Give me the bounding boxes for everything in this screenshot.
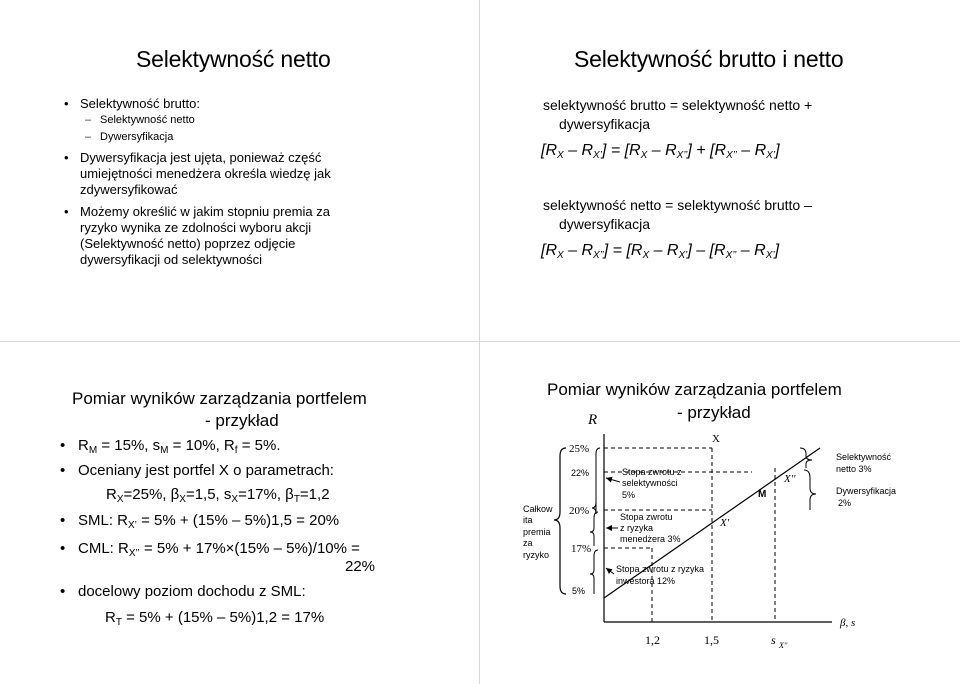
bullet-dot: • [60, 462, 66, 479]
x-tick-s-subscript: X'' [779, 641, 788, 650]
slide3-params-market: $R_M = 15\%$, $s_M = 10\%$, $R_f = 5\%$. [78, 437, 281, 456]
slide4-title-line2: - przykład [677, 403, 751, 422]
bullet-dot: • [64, 204, 69, 219]
text-line: selektywność brutto = selektywność netto + [543, 97, 813, 113]
slide3-params-portfolio: $R_X=25\%$, $\beta_X=1,5$, $s_X=17\%$, $\beta_T=1,2$ [106, 486, 330, 505]
text-line: dywersyfikacja [559, 216, 651, 232]
rt-equation-text: = 5% + (15% – 5%)1,2 = 17% [121, 609, 325, 626]
x-axis-label: β, s [840, 617, 856, 629]
slide1-title: Selektywność netto [136, 46, 331, 72]
y-tick-22: 22% [571, 468, 590, 478]
cml-prefix: CML: R [78, 540, 129, 557]
text-line: zdywersyfikować [80, 182, 178, 197]
slide3-docelowy: docelowy poziom dochodu z SML: [78, 583, 306, 600]
left-label-line: Całkow [523, 504, 553, 514]
bullet-dot: • [60, 583, 66, 600]
x-tick-s: s [771, 633, 776, 647]
sel-netto-line: Selektywność [836, 452, 892, 462]
y-tick-20: 20% [569, 505, 590, 517]
text-line: (Selektywność netto) poprzez odjęcie [80, 236, 296, 251]
y-tick-25: 25% [569, 443, 590, 455]
stopa-menedzera-line: Stopa zwrotu [620, 512, 673, 522]
stopa-selektywnosci-line: Stopa zwrotu z [622, 467, 682, 477]
point-xp-label: X' [720, 517, 730, 529]
point-xpp-label: X'' [784, 473, 796, 485]
sml-prefix: SML: R [78, 512, 129, 529]
stopa-inwestora-line: Stopa zwrotu z ryzyka [616, 564, 705, 574]
stopa-selektywnosci-line: selektywności [622, 478, 678, 488]
left-label-line: premia [523, 527, 551, 537]
left-label-line: ita [523, 515, 533, 525]
arrow-inwestor [606, 568, 614, 574]
left-brace [554, 448, 566, 594]
x-tick-1-5: 1,5 [704, 633, 719, 647]
bullet-dot: • [60, 540, 66, 557]
slide2-formula-1: $[R_X - R_{X’}] = [R_X - R_{X’’}] + [R_{X’’} - R_{X’}]$ [541, 142, 780, 161]
slide1-sub-selektywnosc-netto: Selektywność netto [100, 114, 195, 126]
text-line: dywersyfikacji od selektywności [80, 252, 263, 267]
text-line: Dywersyfikacja jest ujęta, ponieważ część [80, 150, 322, 165]
text-line: selektywność netto = selektywność brutto – [543, 197, 812, 213]
dywers-line: Dywersyfikacja [836, 486, 897, 496]
dywers-line: 2% [838, 498, 852, 508]
slide3-title-line1: Pomiar wyników zarządzania portfelem [72, 389, 367, 408]
point-m-label: M [758, 489, 767, 500]
y-tick-17: 17% [571, 543, 592, 555]
sml-equation: = 5% + (15% – 5%)1,5 = 20% [136, 512, 340, 529]
slide2-title: Selektywność brutto i netto [574, 46, 844, 72]
bullet-dot: • [64, 150, 69, 165]
text-line: Możemy określić w jakim stopniu premia za [80, 204, 330, 219]
stopa-menedzera-line: z ryzyka [620, 523, 654, 533]
slide3-title-line2: - przykład [205, 411, 279, 430]
slide3-oceniany: Oceniany jest portfel X o parametrach: [78, 462, 334, 479]
brace-selektywnosc-netto [800, 448, 812, 468]
x-tick-1-2: 1,2 [645, 633, 660, 647]
stopa-inwestora-line: inwestora 12% [616, 576, 676, 586]
sel-netto-line: netto 3% [836, 464, 872, 474]
text-line: umiejętności menedżera określa wiedzę jak [80, 166, 331, 181]
cml-equation: = 5% + 17%×(15% – 5%)/10% = [139, 540, 360, 557]
slide3-cml-result: 22% [345, 558, 376, 575]
bullet-dot: • [64, 96, 69, 111]
brace-inwestor [590, 550, 598, 594]
y-tick-5: 5% [572, 586, 586, 596]
slide4-title-line1: Pomiar wyników zarządzania portfelem [547, 380, 842, 399]
bullet-dot: • [60, 437, 66, 454]
bullet-dot: • [60, 512, 66, 529]
point-x-label: X [712, 433, 720, 445]
text-line: dywersyfikacja [559, 116, 651, 132]
slide3-sml: SML: $R_{X’} = 5\% + (15\% - 5\%)1,5 = 20\%$ [78, 512, 340, 531]
slide1-bullet-selektywnosc-brutto: Selektywność brutto: [80, 96, 200, 111]
brace-dywersyfikacja [804, 470, 816, 510]
slide2-formula-2: $[R_X - R_{X’’}] = [R_X - R_{X’}] - [R_{X’’} - R_{X’}]$ [541, 242, 780, 261]
brace-selektywnosc [592, 448, 600, 514]
text-line: ryzyko wynika ze zdolności wyboru akcji [80, 220, 312, 235]
dash-icon: – [85, 131, 92, 143]
slide3-rt-equation: $R_T = 5\% + (15\% - 5\%)1,2 = 17\%$ [105, 609, 325, 628]
stopa-menedzera-line: menedżera 3% [620, 534, 681, 544]
arrow-selektywnosc [606, 478, 620, 482]
left-label-line: ryzyko [523, 550, 550, 560]
slide3-cml: CML: $R_{X’’} = 5\% + 17\%\times(15\% - 5\%)/10\%$ = [78, 540, 360, 559]
dash-icon: – [85, 114, 92, 126]
slide1-sub-dywersyfikacja: Dywersyfikacja [100, 131, 174, 143]
stopa-selektywnosci-line: 5% [622, 490, 636, 500]
brace-menedzer [590, 512, 598, 546]
left-label-line: za [523, 538, 533, 548]
y-axis-label: R [588, 412, 598, 428]
